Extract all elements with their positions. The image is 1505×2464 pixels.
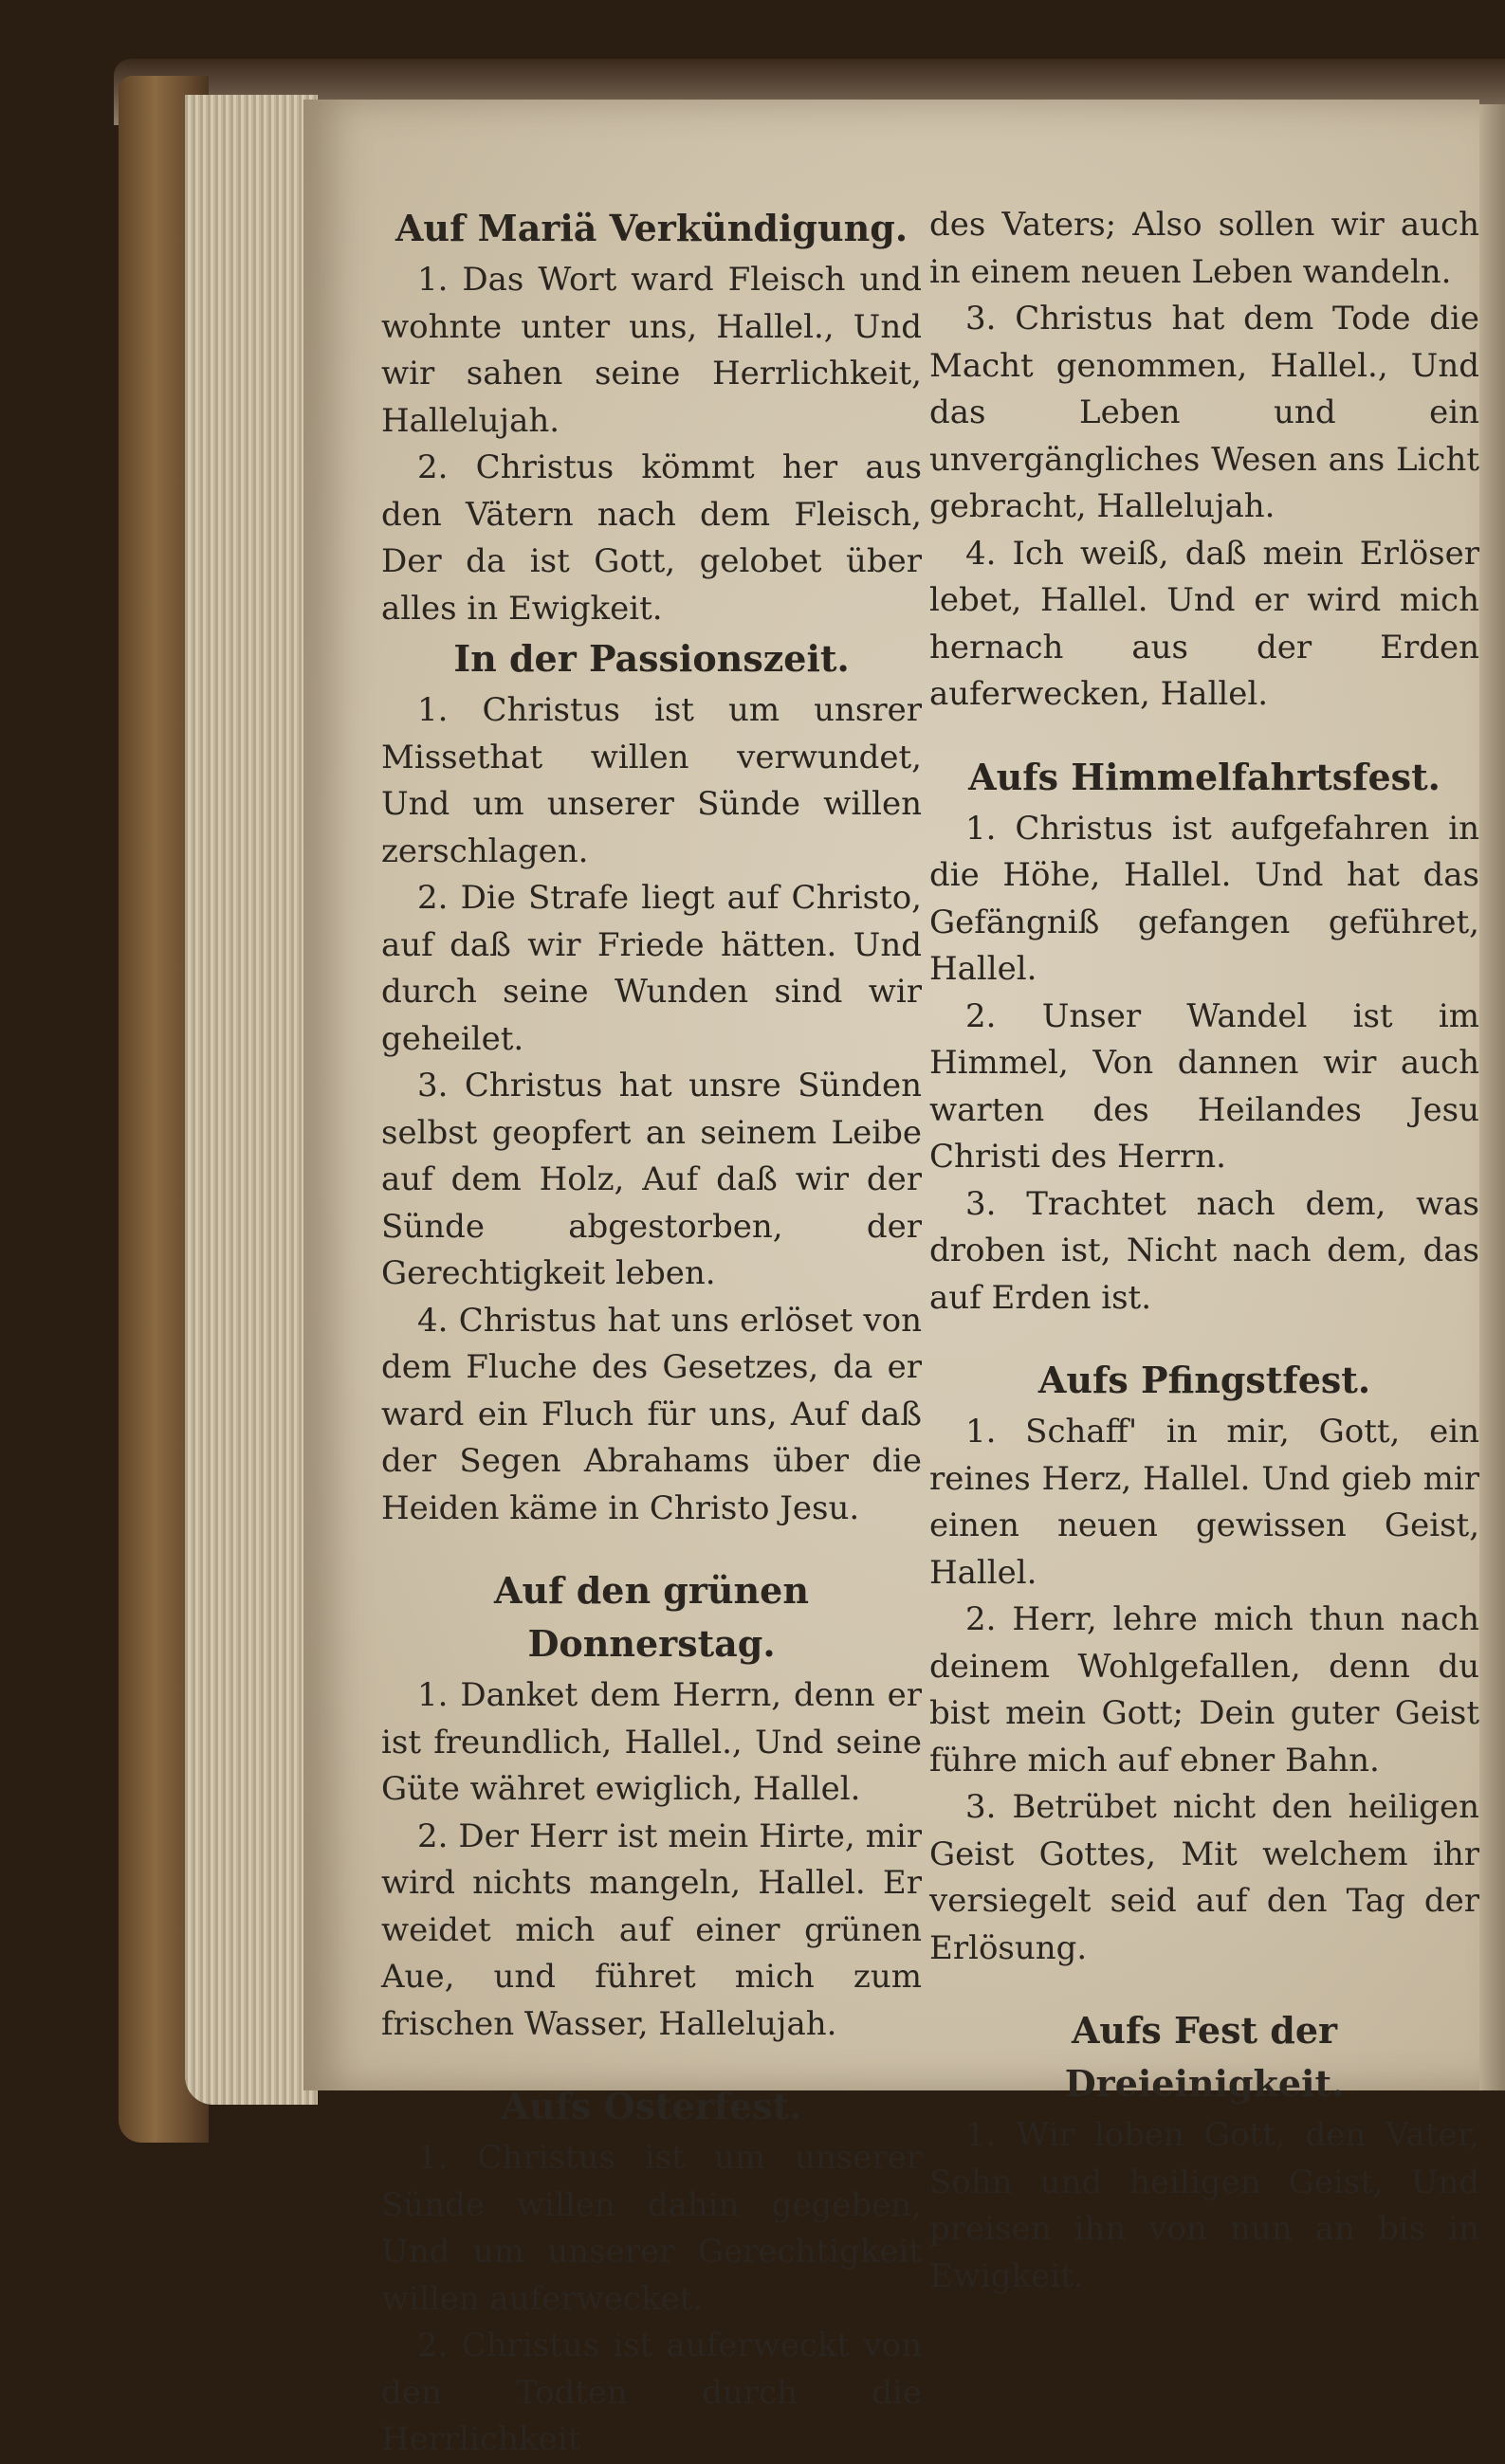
section-heading: Auf den grünen Donnerstag. (494, 1569, 809, 1665)
verse: 1. Das Wort ward Fleisch und wohnte unter uns, Hallel., Und wir sahen seine Herrlichkeit, Hallelujah. (381, 261, 922, 440)
verse: 1. Christus ist aufgefahren in die Höhe, Hallel. Und hat das Gefängniß gefangen geführet, Hallel. (929, 809, 1479, 988)
verse: 4. Ich weiß, daß mein Erlöser lebet, Hallel. Und er wird mich hernach aus der Erden auferwecken, Hallel. (929, 534, 1479, 713)
verse: 3. Christus hat dem Tode die Macht genommen, Hallel., Und das Leben und ein unvergängliches Wesen ans Licht gebracht, Hallelujah. (929, 300, 1479, 525)
verse: 3. Christus hat unsre Sünden selbst geopfert an seinem Leibe auf dem Holz, Auf daß wir der Sünde abgestorben, der Gerechtigkeit leben. (381, 1067, 922, 1292)
verse: 1. Schaff' in mir, Gott, ein reines Herz, Hallel. Und gieb mir einen neuen gewissen Geist, Hallel. (929, 1413, 1479, 1592)
left-column (381, 202, 922, 2464)
verse: 2. Unser Wandel ist im Himmel, Von dannen wir auch warten des Heilandes Jesu Christi des Herrn. (929, 996, 1479, 1176)
verse-continuation: des Vaters; Also sollen wir auch in einem neuen Leben wandeln. (929, 206, 1479, 291)
page-stack-edge (185, 95, 318, 2105)
section-heading: Auf Mariä Verkündigung. (395, 207, 909, 249)
section-heading: In der Passionszeit. (453, 637, 850, 680)
page-right-edge (1479, 104, 1505, 2090)
right-column (929, 202, 1479, 2300)
verse: 3. Betrübet nicht den heiligen Geist Gottes, Mit welchem ihr versiegelt seid auf den Tag der Erlösung. (929, 1788, 1479, 1967)
verse: 1. Christus ist um unserer Sünde willen dahin gegeben, Und um unserer Gerechtigkeit willen auferwecket. (381, 2139, 922, 2318)
section-heading: Aufs Osterfest. (501, 2085, 802, 2127)
section-heading: Aufs Himmelfahrtsfest. (968, 755, 1441, 798)
verse: 2. Christus kömmt her aus den Vätern nach dem Fleisch, Der da ist Gott, gelobet über alles in Ewigkeit. (381, 448, 922, 628)
verse: 2. Die Strafe liegt auf Christo, auf daß wir Friede hätten. Und durch seine Wunden sind wir geheilet. (381, 879, 922, 1058)
verse: 1. Danket dem Herrn, denn er ist freundlich, Hallel., Und seine Güte währet ewiglich, Hallel. (381, 1676, 922, 1808)
verse: 3. Trachtet nach dem, was droben ist, Nicht nach dem, das auf Erden ist. (929, 1184, 1479, 1317)
verse: 1. Wir loben Gott, den Vater, Sohn und heiligen Geist, Und preisen ihn von nun an bis in Ewigkeit. (929, 2116, 1479, 2295)
section-heading: Aufs Fest der Dreieinigkeit. (1064, 2009, 1345, 2105)
verse: 2. Herr, lehre mich thun nach deinem Wohlgefallen, denn du bist mein Gott; Dein guter Geist führe mich auf ebner Bahn. (929, 1600, 1479, 1780)
book-page (303, 100, 1479, 2458)
verse: 4. Christus hat uns erlöset von dem Fluche des Gesetzes, da er ward ein Fluch für uns, Auf daß der Segen Abrahams über die Heiden käme in Christo Jesu. (381, 1301, 922, 1527)
verse: 1. Christus ist um unsrer Missethat willen verwundet, Und um unserer Sünde willen zerschlagen. (381, 691, 922, 870)
section-heading: Aufs Pfingstfest. (1037, 1359, 1371, 1401)
verse: 2. Christus ist auferweckt von den Todten durch die Herrlichkeit (381, 2327, 922, 2458)
verse: 2. Der Herr ist mein Hirte, mir wird nichts mangeln, Hallel. Er weidet mich auf einer grünen Aue, und führet mich zum frischen Wasser, Hallelujah. (381, 1816, 922, 2043)
